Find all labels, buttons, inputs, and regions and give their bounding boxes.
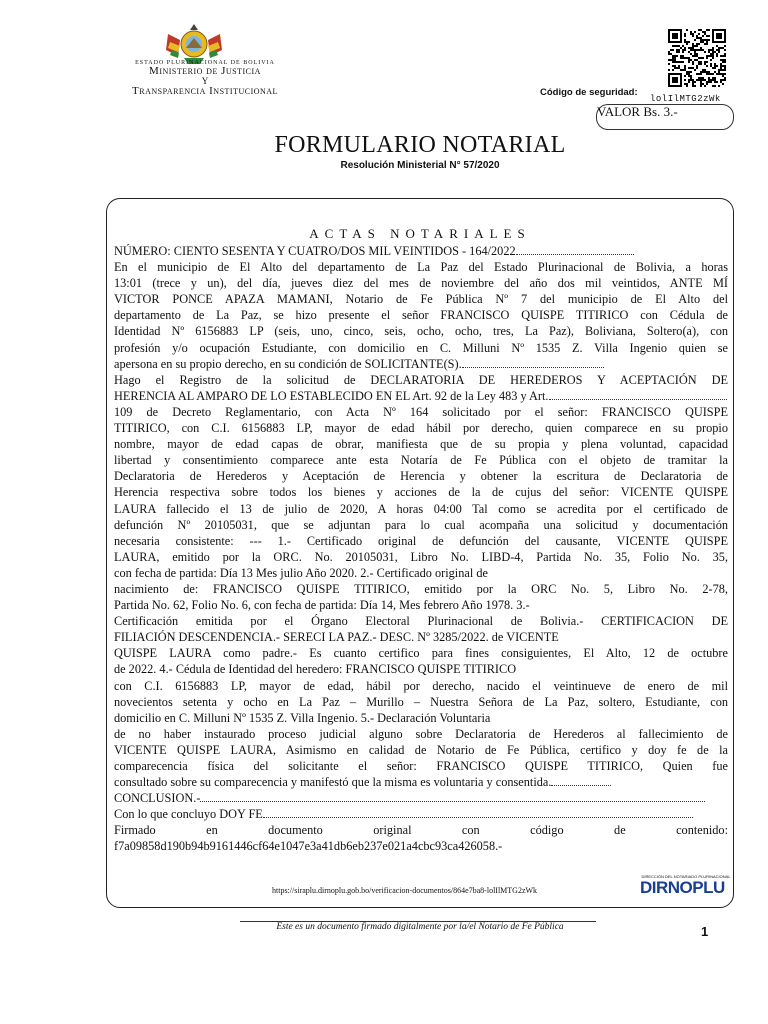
body-line: Identidad Nº 6156883 LP (seis, uno, cinco, seis, ocho, ocho, tres, La Paz), Boliviana, Soltero(a), con — [114, 324, 728, 339]
body-line: apersona en su propio derecho, en su condición de SOLICITANTE(S). — [114, 356, 728, 372]
body-line: novecientos setenta y ocho en La Paz – Murillo – Nuestra Señora de La Paz, soltero, Estudiante, con — [114, 694, 728, 709]
body-line: HERENCIA AL AMPARO DE LO ESTABLECIDO EN EL Art. 92 de la Ley 483 y Art. — [114, 388, 728, 404]
body-line: comparecencia física del solicitante el señor: FRANCISCO QUISPE TITIRICO, Quien fue — [114, 759, 728, 773]
body-line: con fecha de partida: Día 13 Mes julio Año 2020. 2.- Certificado original de — [114, 565, 488, 580]
body-line: Partida No. 62, Folio No. 6, con fecha de partida: Día 14, Mes febrero Año 1978. 3.- — [114, 598, 530, 613]
dotted-fill — [516, 245, 634, 255]
actas-heading: ACTAS NOTARIALES — [309, 226, 531, 241]
document-subtitle: Resolución Ministerial N° 57/2020 — [340, 160, 500, 171]
body-line: Con lo que concluyo DOY FE — [114, 806, 728, 822]
document-body — [114, 243, 728, 855]
document-title: FORMULARIO NOTARIAL — [274, 132, 566, 158]
body-line: 13:01 (trece y un), del día, jueves diez del mes de noviembre del año dos mil veintidos, ANTE MÍ — [114, 276, 728, 291]
body-line: de no haber instaurado proceso judicial alguno sobre Declaratoria de Herederos al fallecimiento de — [114, 726, 728, 741]
body-line: VICTOR PONCE APAZA MAMANI, Notario de Fe Pública Nº 7 del municipio de El Alto del — [114, 292, 728, 307]
valor-text: VALOR Bs. 3.- — [597, 104, 678, 119]
dotted-fill — [462, 358, 604, 368]
body-line: departamento de La Paz, se hizo presente el señor FRANCISCO QUISPE TITIRICO con Cédula de — [114, 308, 728, 323]
valor-box — [596, 104, 734, 130]
body-line: En el municipio de El Alto del departamento de La Paz del Estado Plurinacional de Bolivia, a horas — [114, 260, 728, 275]
footer-note: Este es un documento firmado digitalmente por la/el Notario de Fe Pública — [276, 922, 564, 932]
dirnoplu-logo — [640, 874, 732, 897]
page-number: 1 — [701, 924, 709, 939]
body-line: consultado sobre su comparecencia y manifestó que la misma es voluntaria y consentida. — [114, 774, 728, 790]
body-line: VICENTE QUISPE LAURA, Asimismo en calidad de Notario de Fe Pública, certifico y doy fe de la — [114, 742, 728, 757]
ministry-name — [120, 60, 290, 97]
body-line: FILIACIÓN DESCENDENCIA.- SERECI LA PAZ.- DESC. Nº 3285/2022. de VICENTE — [114, 630, 559, 645]
body-line: Firmado en documento original con código de contenido: — [114, 823, 728, 838]
body-line: de 2022. 4.- Cédula de Identidad del heredero: FRANCISCO QUISPE TITIRICO — [114, 662, 517, 677]
body-line: nombre, mayor de edad capas de obrar, manifiesta que de su propia y plena voluntad, capacidad — [114, 437, 728, 452]
body-line: nacimiento de: FRANCISCO QUISPE TITIRICO, emitido por la ORC No. 5, Libro No. 2-78, — [114, 581, 728, 596]
verification-url[interactable]: https://siraplu.dirnoplu.gob.bo/verificacion-documentos/864e7ba8-lolIlMTG2zWk — [272, 886, 538, 895]
ministry-line3: Y — [201, 76, 209, 86]
body-line: domicilio en C. Milluni Nº 1535 Z. Villa Ingenio. 5.- Declaración Voluntaria — [114, 710, 491, 725]
dotted-fill — [549, 390, 728, 400]
body-line: CONCLUSION.- — [114, 790, 728, 806]
body-line: defunción Nº 20105031, que se adjuntan para lo cual acompaña una solicitud y documentación — [114, 517, 728, 532]
body-line: NÚMERO: CIENTO SESENTA Y CUATRO/DOS MIL VEINTIDOS - 164/2022 — [114, 243, 728, 259]
dotted-fill — [263, 808, 693, 818]
dotted-fill — [200, 792, 705, 802]
body-line: libertad y consentimiento comparece ante esta Notaría de Fe Pública con el objeto de tramitar la — [114, 453, 728, 468]
ministry-line1: ESTADO PLURINACIONAL DE BOLIVIA — [135, 60, 275, 66]
body-line: TITIRICO, con C.I. 6156883 LP, mayor de edad hábil por derecho, quien comparece en su propio — [114, 421, 728, 436]
body-line: LAURA fallecido el 13 de julio de 2020, A horas 04:00 Tal como se acredita por el certificado de — [114, 501, 728, 516]
body-line: con C.I. 6156883 LP, mayor de edad, hábil por derecho, nacido el veintinueve de enero de mil — [114, 678, 728, 693]
body-line: Hago el Registro de la solicitud de DECLARATORIA DE HEREDEROS Y ACEPTACIÓN DE — [114, 372, 728, 387]
qr-code-icon — [666, 28, 728, 88]
body-line: profesión y/o ocupación Estudiante, con domicilio en C. Milluni Nº 1535 Z. Villa Ingenio quien se — [114, 340, 728, 355]
ministry-line4: Transparencia Institucional — [132, 85, 278, 97]
body-line: necesaria consistente: --- 1.- Certificado original de defunción del causante, VICENTE QUISPE — [114, 533, 728, 548]
dotted-fill — [551, 776, 611, 786]
dirnoplu-logo-text: DIRNOPLU — [640, 878, 725, 897]
body-line: LAURA, emitido por la ORC. No. 20105031, Libro No. LIBD-4, Partida No. 35, Folio No. 35, — [114, 549, 728, 564]
security-code-value: lolIlMTG2zWk — [650, 94, 721, 104]
dirnoplu-logo-small: DIRECCIÓN DEL NOTARIADO PLURINACIONAL — [641, 874, 731, 879]
body-line: Certificación emitida por el Órgano Electoral Plurinacional de Bolivia.- CERTIFICACION DE — [114, 614, 728, 629]
body-line: QUISPE LAURA como padre.- Es cuanto certifico para fines consiguientes, El Alto, 12 de octubre — [114, 646, 728, 661]
body-line: Declaratoria de Herederos y Aceptación de Herencia y obtener la escritura de Declaratoria de — [114, 469, 728, 484]
body-line: 109 de Decreto Reglamentario, con Acta Nº 164 solicitado por el señor: FRANCISCO QUISPE — [114, 404, 728, 419]
ministry-line2: Ministerio de Justicia — [149, 65, 261, 77]
body-line: f7a09858d190b94b9161446cf64e1047e3a41db6eb237e021a4cbc93ca426058.- — [114, 839, 503, 854]
body-line: Herencia respectiva sobre todos los bienes y acciones de la de cujus del señor: VICENTE QUISPE — [114, 485, 728, 500]
security-code-label: Código de seguridad: — [540, 87, 638, 98]
